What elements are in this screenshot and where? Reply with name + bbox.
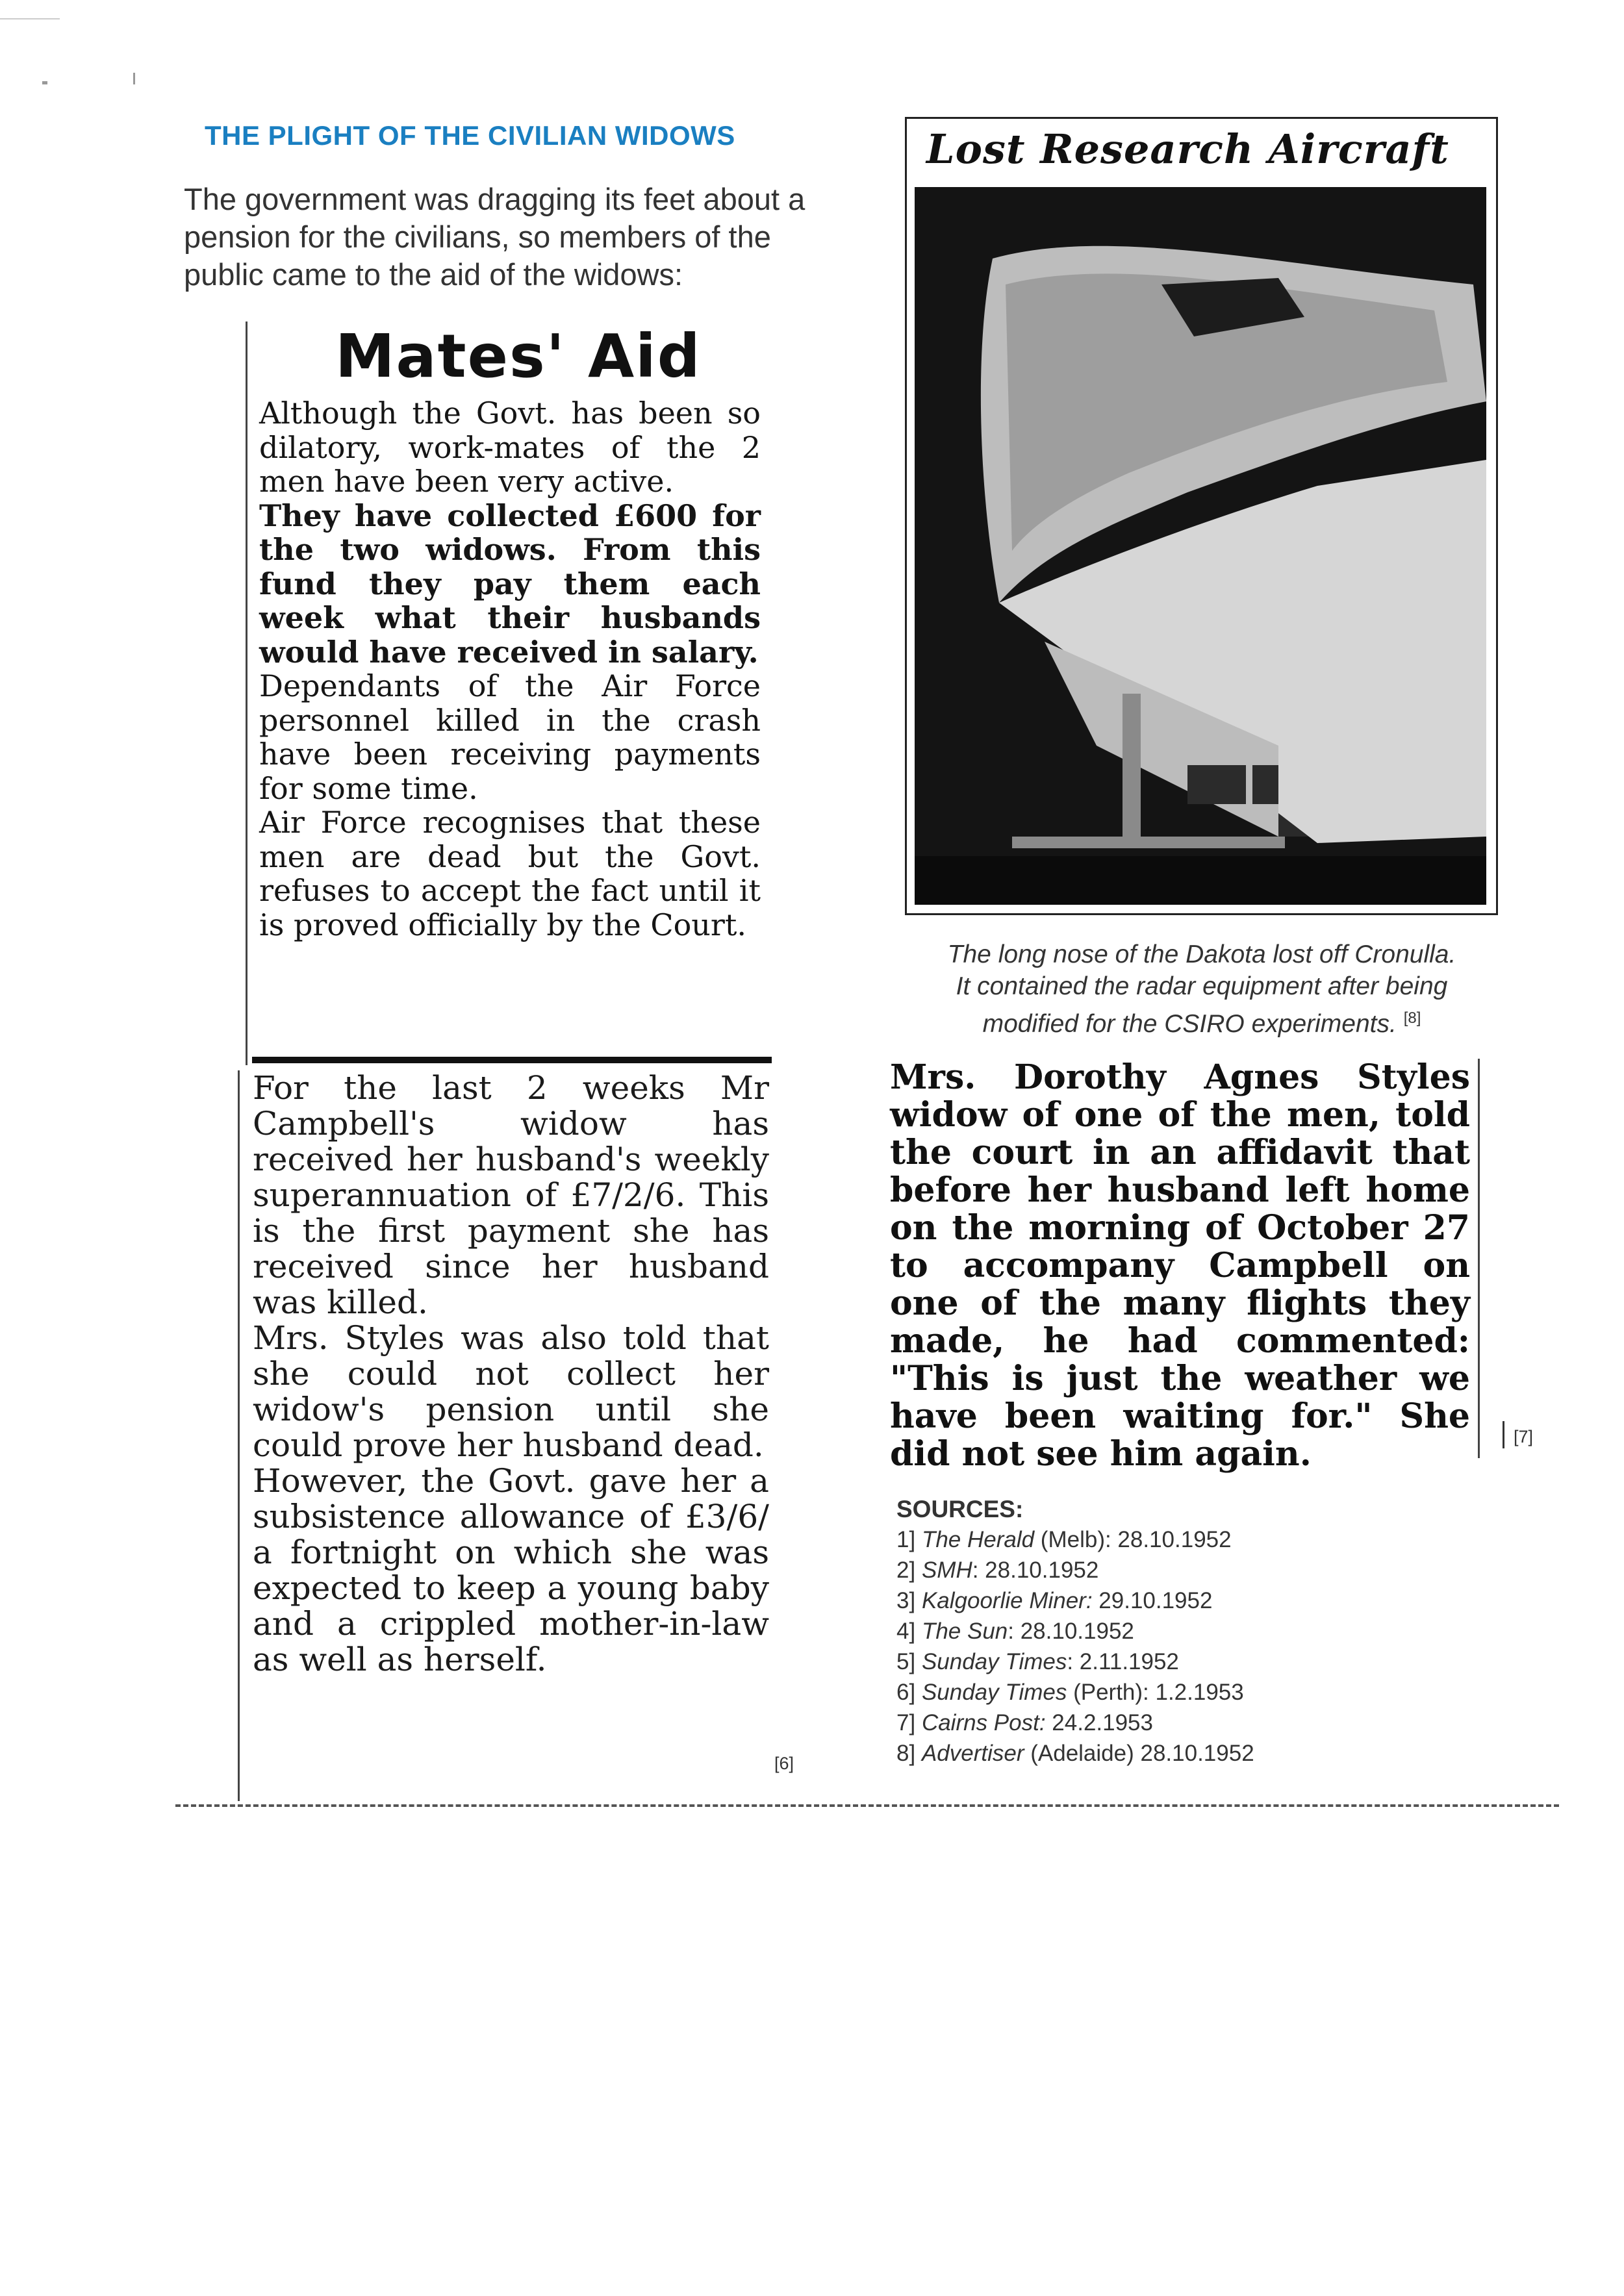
styles-affidavit-clipping [890,1057,1480,1474]
intro-paragraph: The government was dragging its feet about a pension for the civilians, so members of the public came to the aid of the widows: [184,182,806,292]
caption-line: modified for the CSIRO experiments. [982,1010,1397,1038]
source-item: 5] Sunday Times: 2.11.1952 [896,1649,1179,1674]
scan-mark [133,73,135,84]
photo-title: Lost Research Aircraft [926,125,1449,173]
styles-paragraph: Mrs. Dorothy Agnes Styles widow of one of the men, told the court in an affidavit that before her husband left home on the morning of October 27 to accompany Campbell on one of the many flights they made, he had commented: "This is just the weather we have been waiting for." She did not see him again. [890,1057,1470,1474]
aircraft-photo-clipping [905,117,1498,915]
widow-paragraph: Mrs. Styles was also told that she could not collect her widow's pension until she could prove her husband dead. [253,1319,769,1464]
mates-aid-paragraph: Air Force recognises that these men are dead but the Govt. refuses to accept the fact until it is proved officially by the Court. [259,805,761,942]
dakota-aircraft-photo [915,187,1486,905]
source-item: 8] Advertiser (Adelaide) 28.10.1952 [896,1741,1254,1766]
widow-paragraph: For the last 2 weeks Mr Campbell's widow has received her husband's weekly superannuation of £7/2/6. This is the first payment she has received since her husband was killed. [253,1069,769,1321]
dashed-separator [175,1804,1559,1807]
citation-8: [8] [1403,1009,1421,1027]
mates-aid-paragraph: Dependants of the Air Force personnel killed in the crash have been receiving payments for some time. [259,668,761,806]
mates-aid-clipping [246,322,761,1065]
clipping-divider [252,1057,772,1063]
source-item: 4] The Sun: 28.10.1952 [896,1619,1134,1644]
source-item: 6] Sunday Times (Perth): 1.2.1953 [896,1680,1244,1705]
scan-edge-line [0,18,60,19]
page-heading: THE PLIGHT OF THE CIVILIAN WIDOWS [205,120,735,151]
scan-mark [42,81,47,84]
mates-aid-paragraph: Although the Govt. has been so dilatory, work-mates of the 2 men have been very active. [259,396,761,499]
widow-pension-clipping [238,1070,769,1801]
source-item: 1] The Herald (Melb): 28.10.1952 [896,1527,1232,1552]
citation-6: [6] [774,1754,794,1773]
caption-line: It contained the radar equipment after being [956,972,1448,1000]
sources-title: SOURCES: [896,1496,1024,1522]
aircraft-illustration [915,187,1486,905]
widow-paragraph: However, the Govt. gave her a subsistence allowance of £3/6/ a fortnight on which she was expected to keep a young baby and a crippled mother-in-law as well as herself. [253,1462,769,1678]
source-item: 2] SMH: 28.10.1952 [896,1558,1099,1583]
sources-list [896,1494,1254,1769]
caption-line: The long nose of the Dakota lost off Cronulla. [947,940,1456,968]
citation-7: [7] [1514,1427,1534,1446]
mates-aid-paragraph: They have collected £600 for the two widows. From this fund they pay them each week what their husbands would have received in salary. [259,498,761,670]
source-item: 3] Kalgoorlie Miner: 29.10.1952 [896,1588,1213,1613]
source-item: 7] Cairns Post: 24.2.1953 [896,1710,1153,1735]
mates-aid-title: Mates' Aid [335,322,702,391]
citation-bar [1503,1421,1504,1448]
photo-caption [909,939,1494,1040]
